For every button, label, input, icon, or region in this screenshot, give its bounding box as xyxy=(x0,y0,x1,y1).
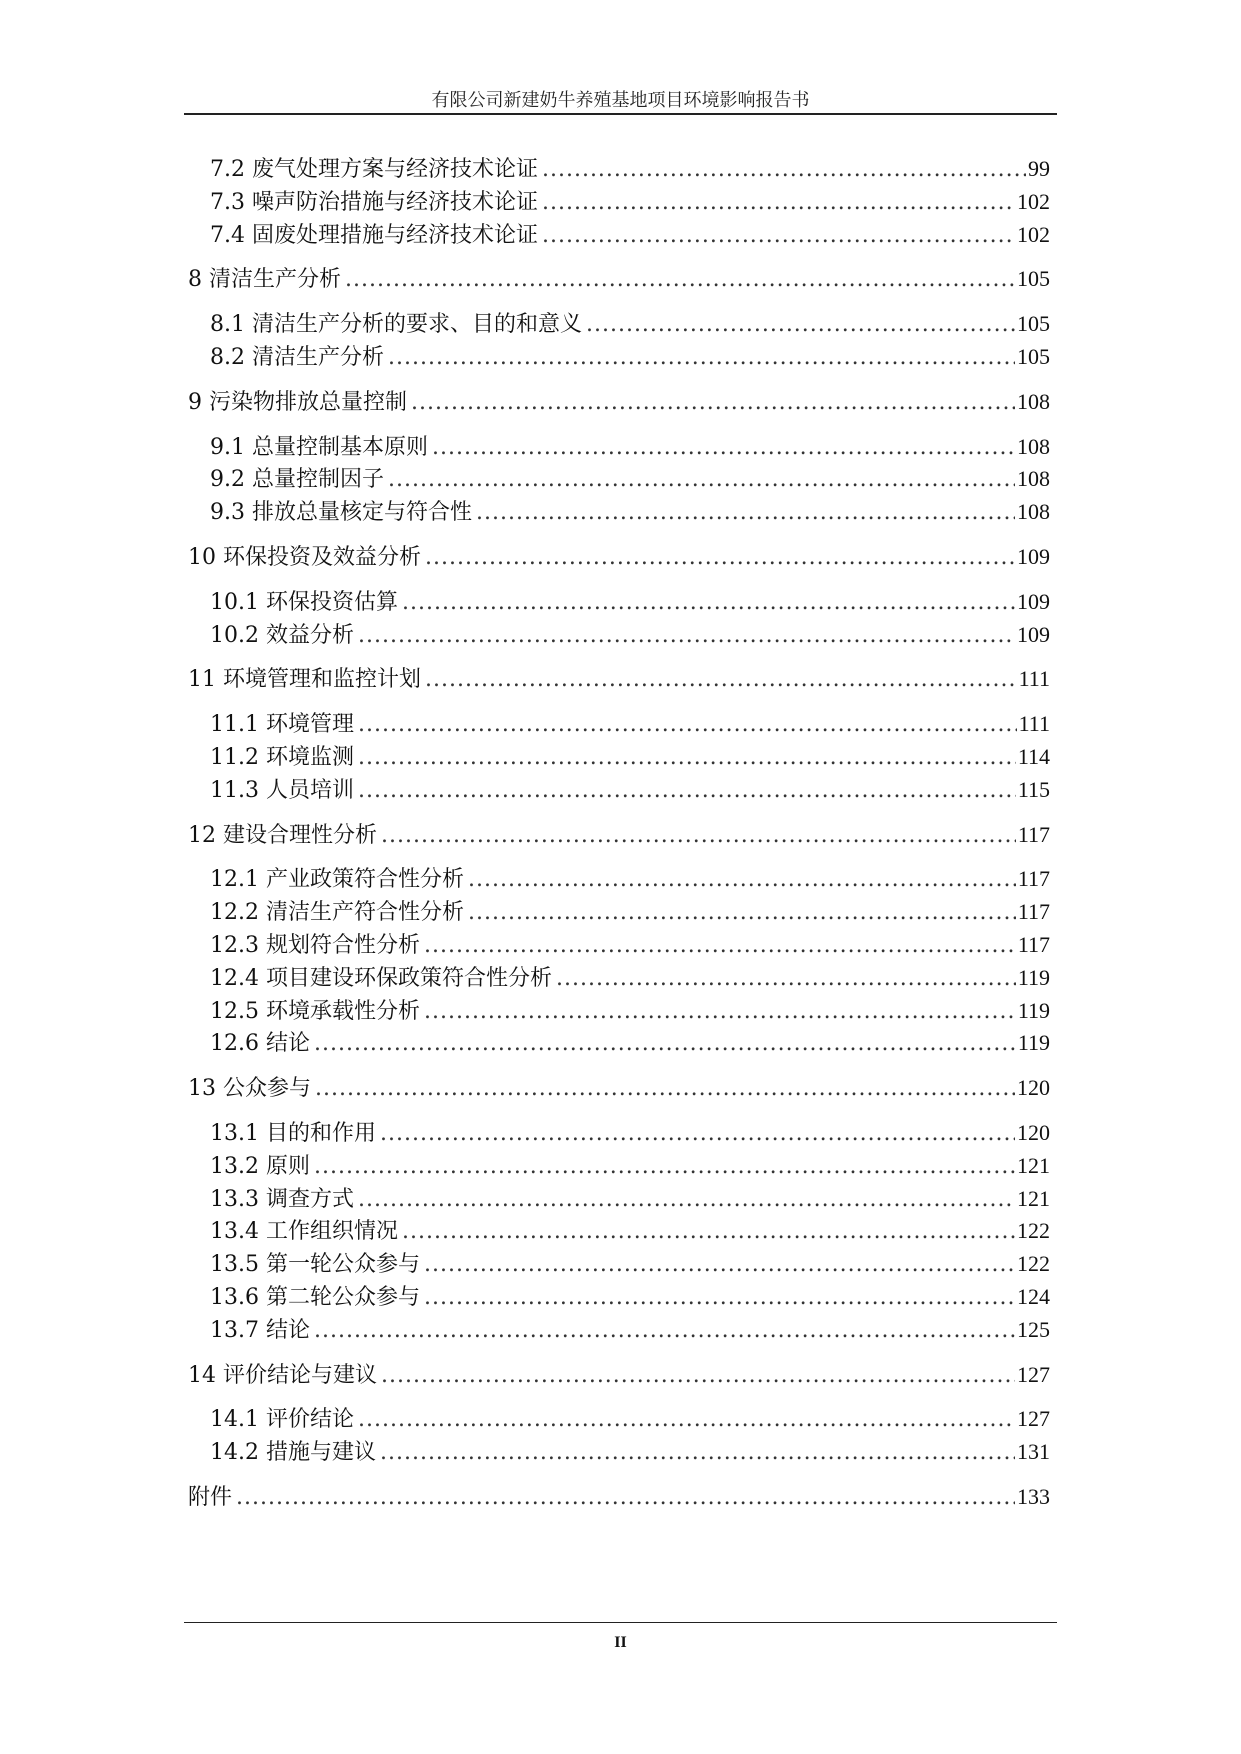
toc-leader-dots xyxy=(476,498,1015,528)
toc-entry-title: 12.2 清洁生产符合性分析 xyxy=(210,900,464,926)
toc-leader-dots xyxy=(314,1029,1016,1059)
toc-entry-page: 105 xyxy=(1017,311,1050,337)
toc-entry-page: 108 xyxy=(1017,388,1050,414)
toc-entry[interactable] xyxy=(210,709,1050,740)
toc-entry-page: 120 xyxy=(1017,1120,1050,1145)
toc-entry-title: 8.2 清洁生产分析 xyxy=(210,345,384,370)
toc-entry[interactable] xyxy=(188,387,1050,418)
toc-leader-dots xyxy=(358,621,1015,651)
toc-entry-page: 102 xyxy=(1017,221,1050,247)
toc-leader-dots xyxy=(425,665,1017,695)
toc-entry-page: 121 xyxy=(1017,1185,1050,1211)
toc-leader-dots xyxy=(542,188,1015,218)
toc-entry-page: 109 xyxy=(1017,544,1050,569)
toc-entry[interactable] xyxy=(210,1184,1050,1215)
toc-entry-page: 117 xyxy=(1017,932,1050,957)
toc-entry[interactable] xyxy=(188,820,1050,851)
toc-entry-title: 9.3 排放总量核定与符合性 xyxy=(210,500,472,526)
toc-entry[interactable] xyxy=(210,742,1050,773)
toc-entry[interactable] xyxy=(188,1073,1050,1104)
toc-entry-title: 14 评价结论与建议 xyxy=(188,1362,377,1388)
toc-leader-dots xyxy=(425,543,1015,573)
toc-entry-page: 125 xyxy=(1017,1316,1050,1342)
toc-entry-title: 9 污染物排放总量控制 xyxy=(188,389,407,415)
toc-entry[interactable] xyxy=(210,1404,1050,1435)
toc-entry-page: 117 xyxy=(1017,821,1050,847)
toc-leader-dots xyxy=(381,1361,1015,1391)
toc-entry-page: 108 xyxy=(1017,499,1050,525)
toc-entry[interactable] xyxy=(210,1216,1050,1247)
toc-entry-title: 13.7 结论 xyxy=(210,1317,310,1343)
toc-leader-dots xyxy=(381,821,1016,851)
toc-entry-page: 108 xyxy=(1017,466,1050,492)
toc-entry-title: 13 公众参与 xyxy=(188,1076,311,1102)
toc-entry[interactable] xyxy=(210,897,1050,928)
toc-leader-dots xyxy=(468,898,1016,928)
toc-leader-dots xyxy=(314,1316,1015,1346)
toc-leader-dots xyxy=(424,1283,1015,1313)
toc-entry[interactable] xyxy=(210,1249,1050,1280)
toc-leader-dots xyxy=(358,743,1016,773)
toc-entry-title: 13.6 第二轮公众参与 xyxy=(210,1285,420,1310)
toc-leader-dots xyxy=(345,265,1015,295)
running-header: 有限公司新建奶牛养殖基地项目环境影响报告书 xyxy=(431,90,810,111)
toc-entry-page: 114 xyxy=(1017,744,1050,769)
toc-entry-title: 14.1 评价结论 xyxy=(210,1407,354,1433)
toc-leader-dots xyxy=(388,465,1015,495)
toc-leader-dots xyxy=(315,1074,1015,1104)
toc-entry-title: 13.3 调查方式 xyxy=(210,1186,354,1212)
toc-entry[interactable] xyxy=(210,1437,1050,1468)
toc-entry-page: 115 xyxy=(1017,776,1050,802)
toc-entry[interactable] xyxy=(210,620,1050,651)
toc-entry-title: 12.3 规划符合性分析 xyxy=(210,933,420,958)
toc-entry-page: 120 xyxy=(1017,1075,1050,1101)
toc-entry-page: 124 xyxy=(1017,1284,1050,1309)
toc-entry-title: 12.5 环境承载性分析 xyxy=(210,998,420,1024)
toc-entry[interactable] xyxy=(210,587,1050,618)
toc-leader-dots xyxy=(380,1438,1015,1468)
toc-leader-dots xyxy=(432,433,1015,463)
toc-entry-title: 附件 xyxy=(188,1485,233,1510)
toc-leader-dots xyxy=(556,964,1016,994)
toc-entry[interactable] xyxy=(210,1028,1050,1059)
toc-entry-page: 99 xyxy=(1028,156,1050,181)
toc-leader-dots xyxy=(358,1185,1015,1215)
toc-entry-title: 13.2 原则 xyxy=(210,1153,310,1179)
toc-entry-page: 111 xyxy=(1018,711,1050,737)
toc-leader-dots xyxy=(586,310,1015,340)
toc-entry[interactable] xyxy=(210,996,1050,1027)
toc-entry-title: 12 建设合理性分析 xyxy=(188,822,377,848)
toc-entry-page: 133 xyxy=(1017,1484,1050,1509)
toc-leader-dots xyxy=(542,155,1026,185)
toc-leader-dots xyxy=(468,865,1016,895)
toc-entry[interactable] xyxy=(188,1360,1050,1391)
toc-leader-dots xyxy=(402,1217,1015,1247)
toc-entry-title: 11.2 环境监测 xyxy=(210,745,354,770)
toc-leader-dots xyxy=(424,1250,1015,1280)
toc-entry-title: 10.1 环保投资估算 xyxy=(210,589,398,615)
toc-entry-page: 119 xyxy=(1017,964,1050,990)
toc-leader-dots xyxy=(424,931,1016,961)
toc-entry-title: 13.5 第一轮公众参与 xyxy=(210,1252,420,1278)
toc-entry-title: 7.4 固废处理措施与经济技术论证 xyxy=(210,222,538,248)
toc-entry-title: 12.1 产业政策符合性分析 xyxy=(210,867,464,893)
toc-leader-dots xyxy=(380,1119,1015,1149)
toc-entry-title: 12.6 结论 xyxy=(210,1031,310,1057)
toc-entry[interactable] xyxy=(210,963,1050,994)
toc-leader-dots xyxy=(411,388,1015,418)
toc-entry-title: 11.3 人员培训 xyxy=(210,777,354,803)
toc-entry[interactable] xyxy=(210,342,1050,373)
toc-entry-title: 11.1 环境管理 xyxy=(210,712,354,738)
toc-entry-page: 119 xyxy=(1017,997,1050,1023)
toc-entry-title: 13.4 工作组织情况 xyxy=(210,1219,398,1245)
toc-leader-dots xyxy=(358,710,1017,740)
footer-rule xyxy=(184,1622,1057,1623)
toc-entry-page: 122 xyxy=(1017,1251,1050,1277)
toc-entry-page: 105 xyxy=(1017,266,1050,292)
toc-entry-page: 117 xyxy=(1017,866,1050,892)
toc-entry[interactable] xyxy=(210,1282,1050,1313)
toc-entry-page: 108 xyxy=(1017,433,1050,459)
toc-leader-dots xyxy=(542,221,1015,251)
toc-leader-dots xyxy=(358,776,1016,806)
toc-entry[interactable] xyxy=(210,1315,1050,1346)
toc-entry-title: 14.2 措施与建议 xyxy=(210,1440,376,1466)
toc-entry-page: 127 xyxy=(1017,1406,1050,1432)
toc-entry-page: 117 xyxy=(1017,899,1050,925)
toc-entry-page: 119 xyxy=(1017,1030,1050,1056)
toc-entry[interactable] xyxy=(188,664,1050,695)
toc-entry[interactable] xyxy=(210,864,1050,895)
toc-entry-title: 10.2 效益分析 xyxy=(210,622,354,648)
toc-entry-title: 12.4 项目建设环保政策符合性分析 xyxy=(210,965,552,991)
toc-leader-dots xyxy=(358,1405,1015,1435)
toc-entry-title: 9.2 总量控制因子 xyxy=(210,467,384,493)
toc-entry[interactable] xyxy=(210,220,1050,251)
toc-entry-title: 8.1 清洁生产分析的要求、目的和意义 xyxy=(210,312,582,338)
toc-entry-page: 109 xyxy=(1017,621,1050,647)
toc-entry[interactable] xyxy=(210,309,1050,340)
toc-entry-title: 13.1 目的和作用 xyxy=(210,1121,376,1146)
toc-leader-dots xyxy=(402,588,1015,618)
toc-entry[interactable] xyxy=(210,432,1050,463)
toc-entry-page: 127 xyxy=(1017,1361,1050,1387)
toc-entry-page: 122 xyxy=(1017,1218,1050,1244)
toc-entry-title: 9.1 总量控制基本原则 xyxy=(210,434,428,460)
toc-entry-page: 102 xyxy=(1017,188,1050,214)
toc-entry-page: 111 xyxy=(1018,666,1050,692)
toc-leader-dots xyxy=(236,1483,1015,1513)
toc-entry[interactable] xyxy=(210,187,1050,218)
toc-entry-page: 121 xyxy=(1017,1152,1050,1178)
toc-entry-title: 7.3 噪声防治措施与经济技术论证 xyxy=(210,189,538,215)
toc-leader-dots xyxy=(424,997,1016,1027)
toc-entry[interactable] xyxy=(210,1118,1050,1149)
toc-entry[interactable] xyxy=(210,1151,1050,1182)
page-number: II xyxy=(614,1634,627,1651)
toc-leader-dots xyxy=(314,1152,1015,1182)
toc-entry[interactable] xyxy=(210,775,1050,806)
toc-entry-title: 7.2 废气处理方案与经济技术论证 xyxy=(210,157,538,182)
toc-entry[interactable] xyxy=(188,264,1050,295)
toc-entry[interactable] xyxy=(188,542,1050,573)
toc-entry-title: 8 清洁生产分析 xyxy=(188,267,341,293)
toc-entry[interactable] xyxy=(210,464,1050,495)
toc-entry-page: 105 xyxy=(1017,344,1050,369)
toc-entry-title: 11 环境管理和监控计划 xyxy=(188,667,421,693)
toc-entry[interactable] xyxy=(210,497,1050,528)
toc-entry-page: 131 xyxy=(1017,1439,1050,1465)
toc-leader-dots xyxy=(388,343,1015,373)
toc-entry[interactable] xyxy=(210,154,1050,185)
toc-entry-page: 109 xyxy=(1017,588,1050,614)
toc-entry[interactable] xyxy=(188,1482,1050,1513)
toc-entry-title: 10 环保投资及效益分析 xyxy=(188,545,421,570)
toc-entry[interactable] xyxy=(210,930,1050,961)
